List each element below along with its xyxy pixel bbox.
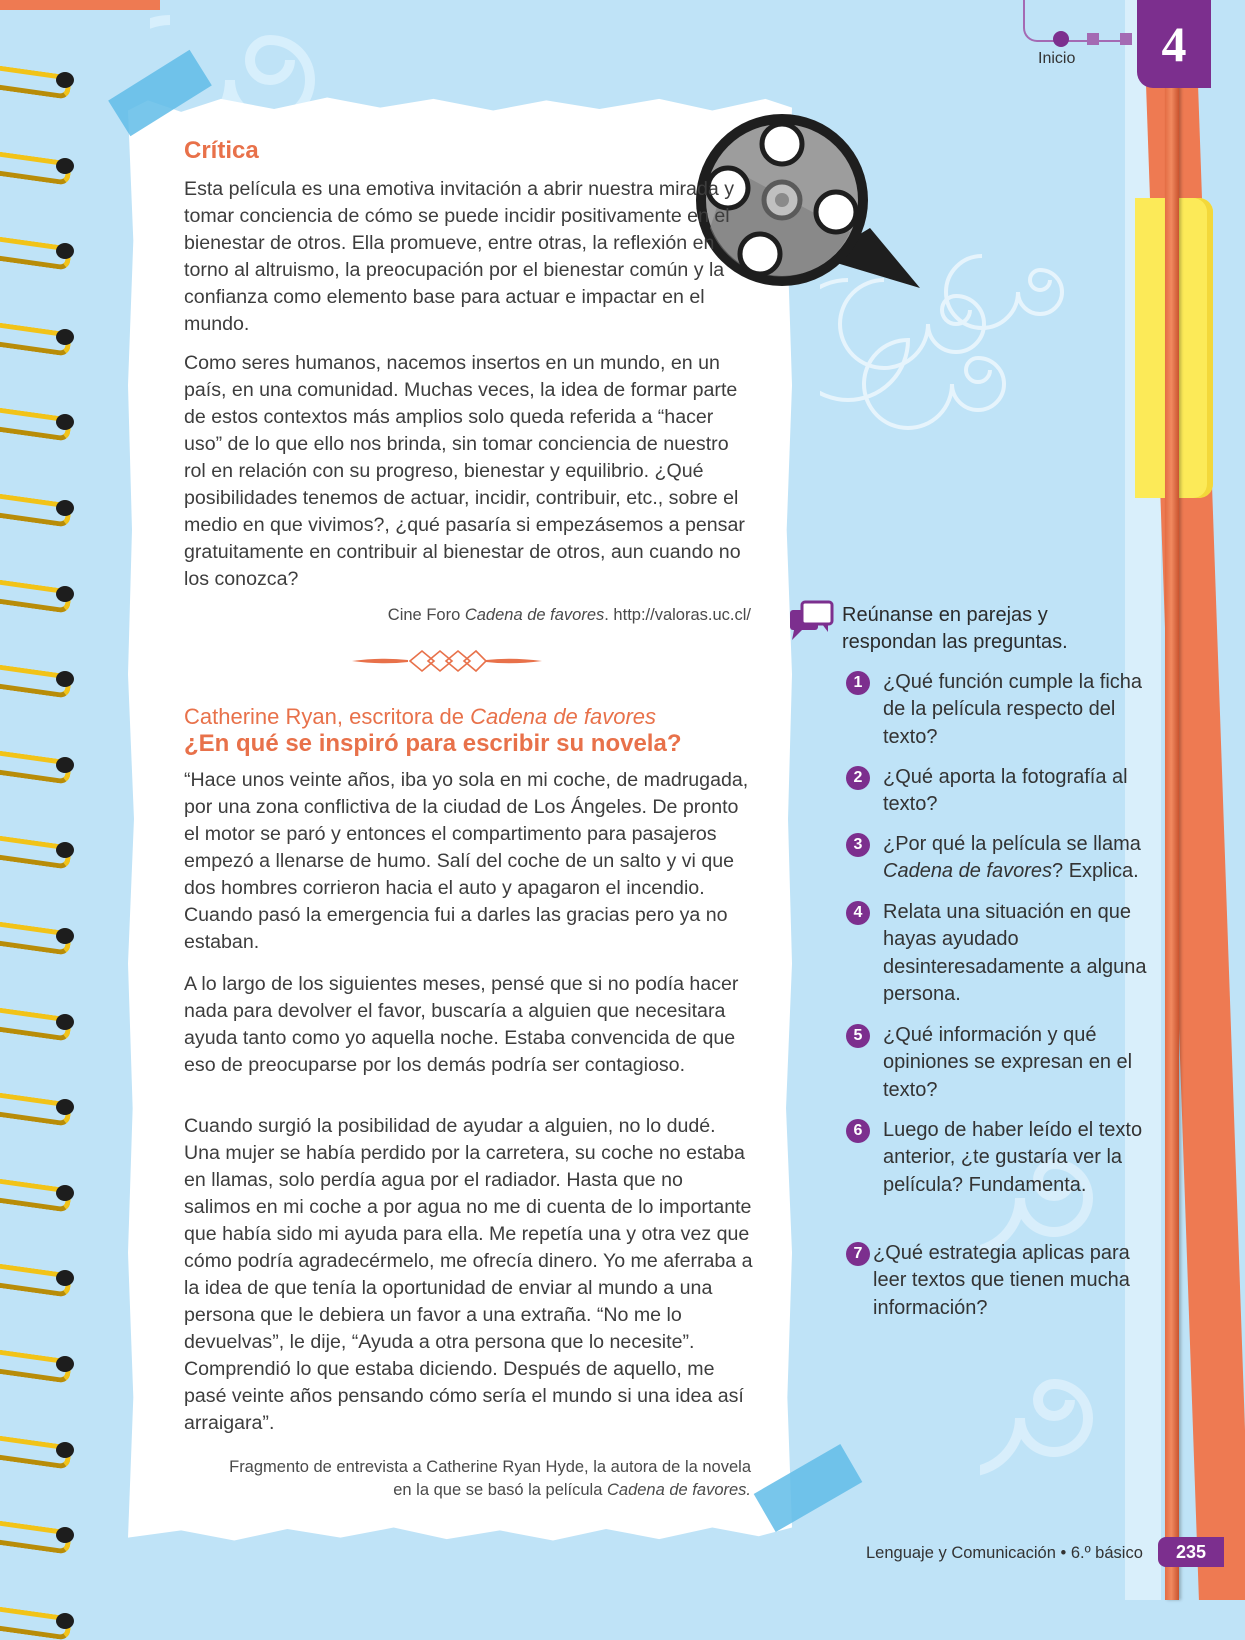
question-text: ¿Qué aporta la fotografía al texto? — [883, 766, 1128, 816]
section-progress-track — [1023, 0, 1125, 42]
question-text: ¿Qué estrategia aplicas para leer textos que tienen mucha información? — [873, 1242, 1130, 1319]
spiral-ring — [0, 580, 80, 608]
interview-paragraph: Cuando surgió la posibilidad de ayudar a alguien, no lo dudé. Una mujer se había perdido por la carretera, su coche no estaba en llamas, solo perdía agua por el radiador. Hasta que no salimos en mi coche a por agua no me di cuenta de lo importante que había sido mi ayuda para ella. Me repetía una y otra vez que cómo podría agradecérmelo, me ofrecía dinero. Yo me aferraba a la idea de que tenía la oportunidad de enviar al mundo a una persona que le debiera un favor a una extraña. “No me lo devuelvas”, le dije, “Ayuda a otra persona que lo necesite”. Comprendió lo que estaba diciendo. Después de aquello, me pasé veinte años pensando cómo sería el mundo si una idea así arraigara”. — [184, 1115, 753, 1434]
spiral-ring — [0, 1093, 80, 1121]
spiral-ring — [0, 751, 80, 779]
spiral-ring — [0, 408, 80, 436]
interview-question-heading: ¿En qué se inspiró para escribir su novela? — [184, 730, 682, 757]
spiral-ring — [0, 1436, 80, 1464]
spiral-ring — [0, 1350, 80, 1378]
spiral-ring — [0, 152, 80, 180]
critica-heading: Crítica — [184, 137, 259, 164]
progress-dot-current[interactable] — [1053, 31, 1069, 47]
critica-paragraph: Esta película es una emotiva invitación a abrir nuestra mirada y tomar conciencia de cómo se puede incidir positivamente en el bienestar de otros. Ella promueve, entre otras, la reflexión en torno al altruismo, la preocupación por el bienestar común y la confianza como elemento base para actuar e impactar en el mundo. — [184, 178, 734, 335]
interview-author-heading: Catherine Ryan, escritora de Cadena de favores — [184, 704, 657, 729]
question-number-badge: 1 — [846, 671, 870, 695]
question-text: ¿Por qué la película se llama Cadena de favores? Explica. — [883, 833, 1141, 883]
question-number-badge: 6 — [846, 1119, 870, 1143]
spiral-ring — [0, 1607, 80, 1635]
spiral-ring — [0, 237, 80, 265]
spiral-ring — [0, 1264, 80, 1292]
speech-bubbles-icon — [788, 600, 834, 640]
question-text: ¿Qué información y qué opiniones se expresan en el texto? — [883, 1024, 1133, 1101]
question-text: ¿Qué función cumple la ficha de la película respecto del texto? — [883, 671, 1143, 748]
question-text: Relata una situación en que hayas ayudado desinteresadamente a alguna persona. — [883, 901, 1147, 1005]
chapter-tab[interactable]: 4 — [1137, 0, 1211, 88]
question-number-badge: 2 — [846, 766, 870, 790]
question-number-badge: 4 — [846, 901, 870, 925]
spiral-ring — [0, 1179, 80, 1207]
spiral-binding — [0, 0, 110, 1600]
critica-paragraph: Como seres humanos, nacemos insertos en un mundo, en un país, en una comunidad. Muchas veces, la idea de formar parte de estos contextos más amplios solo queda referida a “hacer uso” de lo que ello nos brinda, sin tomar conciencia de nuestro rol en relación con su progreso, bienestar y equilibrio. ¿Qué posibilidades tenemos de actuar, incidir, contribuir, etc., sobre el medio en que vivimos?, ¿qué pasaría si empezásemos a pensar gratuitamente en contribuir al bienestar de otros, aun cuando no los conozca? — [184, 352, 745, 590]
ornament-divider — [352, 645, 542, 675]
spiral-ring — [0, 1008, 80, 1036]
spiral-ring — [0, 494, 80, 522]
critica-source: Cine Foro Cadena de favores. http://valoras.uc.cl/ — [387, 606, 751, 624]
activity-instructions: Reúnanse en parejas y respondan las preguntas. — [842, 604, 1068, 653]
spiral-ring — [0, 665, 80, 693]
spiral-ring — [0, 836, 80, 864]
question-text: Luego de haber leído el texto anterior, ¿te gustaría ver la película? Fundamenta. — [883, 1119, 1143, 1196]
spiral-ring — [0, 323, 80, 351]
notebook-spine-edge — [1165, 0, 1179, 1600]
progress-dot[interactable] — [1087, 33, 1099, 45]
spiral-ring — [0, 66, 80, 94]
interview-source: Fragmento de entrevista a Catherine Ryan Hyde, la autora de la novela en la que se basó la película Cadena de favores. — [229, 1458, 751, 1499]
spiral-ring — [0, 922, 80, 950]
spiral-ring — [0, 1521, 80, 1549]
page-number: 235 — [1158, 1537, 1224, 1567]
question-number-badge: 7 — [846, 1242, 870, 1266]
progress-dot[interactable] — [1120, 33, 1132, 45]
question-number-badge: 3 — [846, 833, 870, 857]
question-number-badge: 5 — [846, 1024, 870, 1048]
nav-label-inicio[interactable]: Inicio — [1038, 50, 1076, 67]
footer-subject: Lenguaje y Comunicación • 6.º básico — [866, 1544, 1143, 1562]
interview-paragraph: “Hace unos veinte años, iba yo sola en mi coche, de madrugada, por una zona conflictiva de la ciudad de Los Ángeles. De pronto el motor se paró y entonces el compartimento para pasajeros empezó a llenarse de humo. Salí del coche de un salto y vi que dos hombres corrieron hacia el auto y apagaron el incendio. Cuando pasó la emergencia fui a darles las gracias pero ya no estaban. — [184, 769, 749, 953]
interview-paragraph: A lo largo de los siguientes meses, pensé que si no podía hacer nada para devolver el favor, buscaría a alguien que necesitara ayuda tanto como yo aquella noche. Estaba convencida de que eso de preocuparse por los demás podría ser contagioso. — [184, 973, 739, 1076]
